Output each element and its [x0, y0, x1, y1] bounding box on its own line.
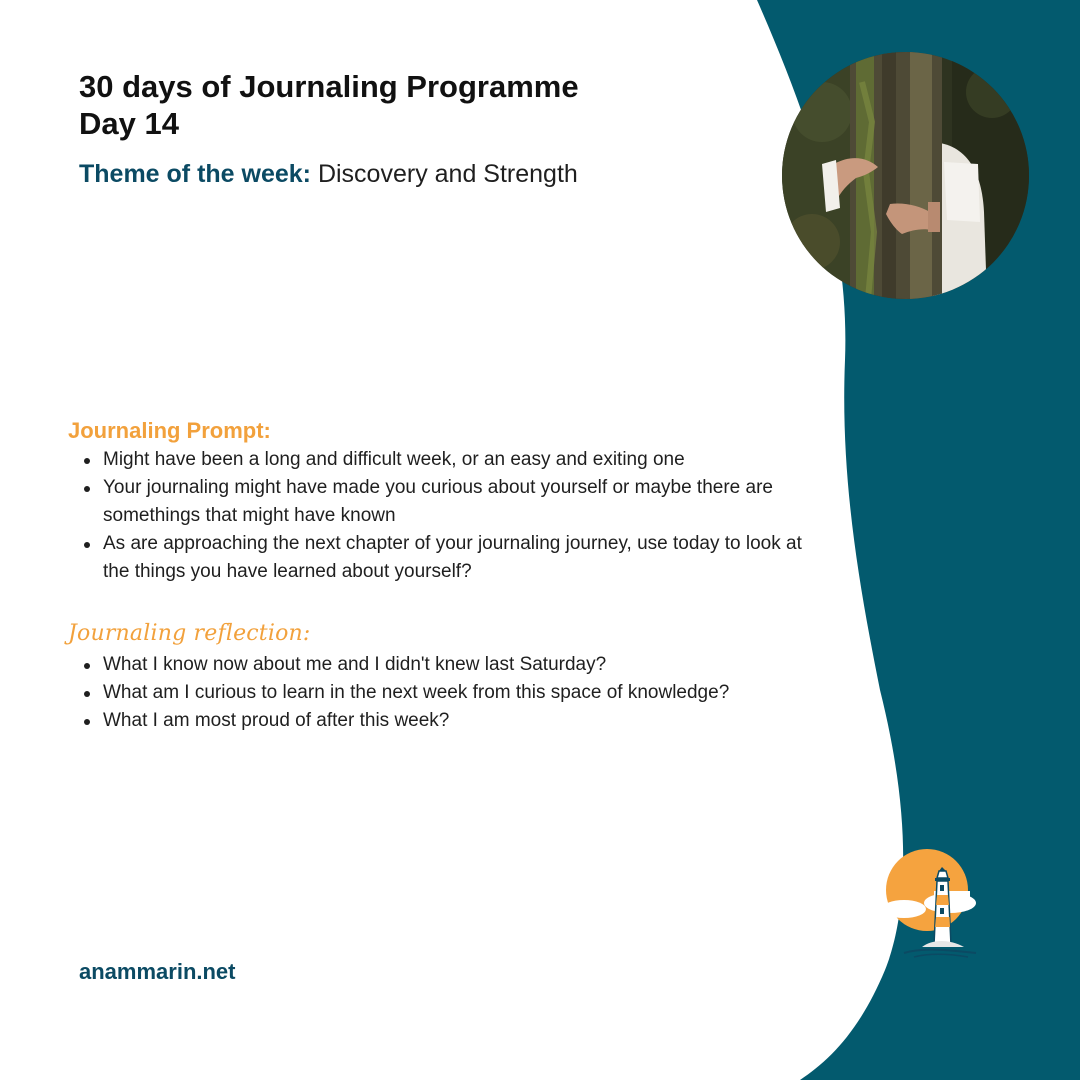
journaling-reflection-list [103, 651, 823, 735]
prompt-item: Might have been a long and difficult week, or an easy and exiting one [103, 446, 823, 474]
reflection-item: What I am most proud of after this week? [103, 707, 823, 735]
title-line-2: Day 14 [79, 106, 179, 141]
reflection-item: What am I curious to learn in the next week from this space of knowledge? [103, 679, 823, 707]
lighthouse-sun-logo [880, 845, 980, 965]
prompt-item: Your journaling might have made you curious about yourself or maybe there are somethings that might have known [103, 474, 823, 530]
reflection-item: What I know now about me and I didn't knew last Saturday? [103, 651, 823, 679]
theme-value: Discovery and Strength [317, 160, 578, 188]
theme-label: Theme of the week: [79, 160, 311, 188]
theme-of-week [79, 158, 578, 190]
prompt-item: As are approaching the next chapter of your journaling journey, use today to look at the things you have learned about yourself? [103, 530, 823, 586]
website-link[interactable]: anammarin.net [79, 959, 236, 984]
title-line-1: 30 days of Journaling Programme [79, 69, 579, 104]
journaling-prompt-list [103, 446, 823, 586]
journaling-prompt-heading: Journaling Prompt: [68, 418, 271, 443]
person-hugging-tree-photo [782, 52, 1029, 299]
journaling-reflection-heading: Journaling reflection: [68, 621, 311, 646]
page-title [79, 68, 579, 142]
